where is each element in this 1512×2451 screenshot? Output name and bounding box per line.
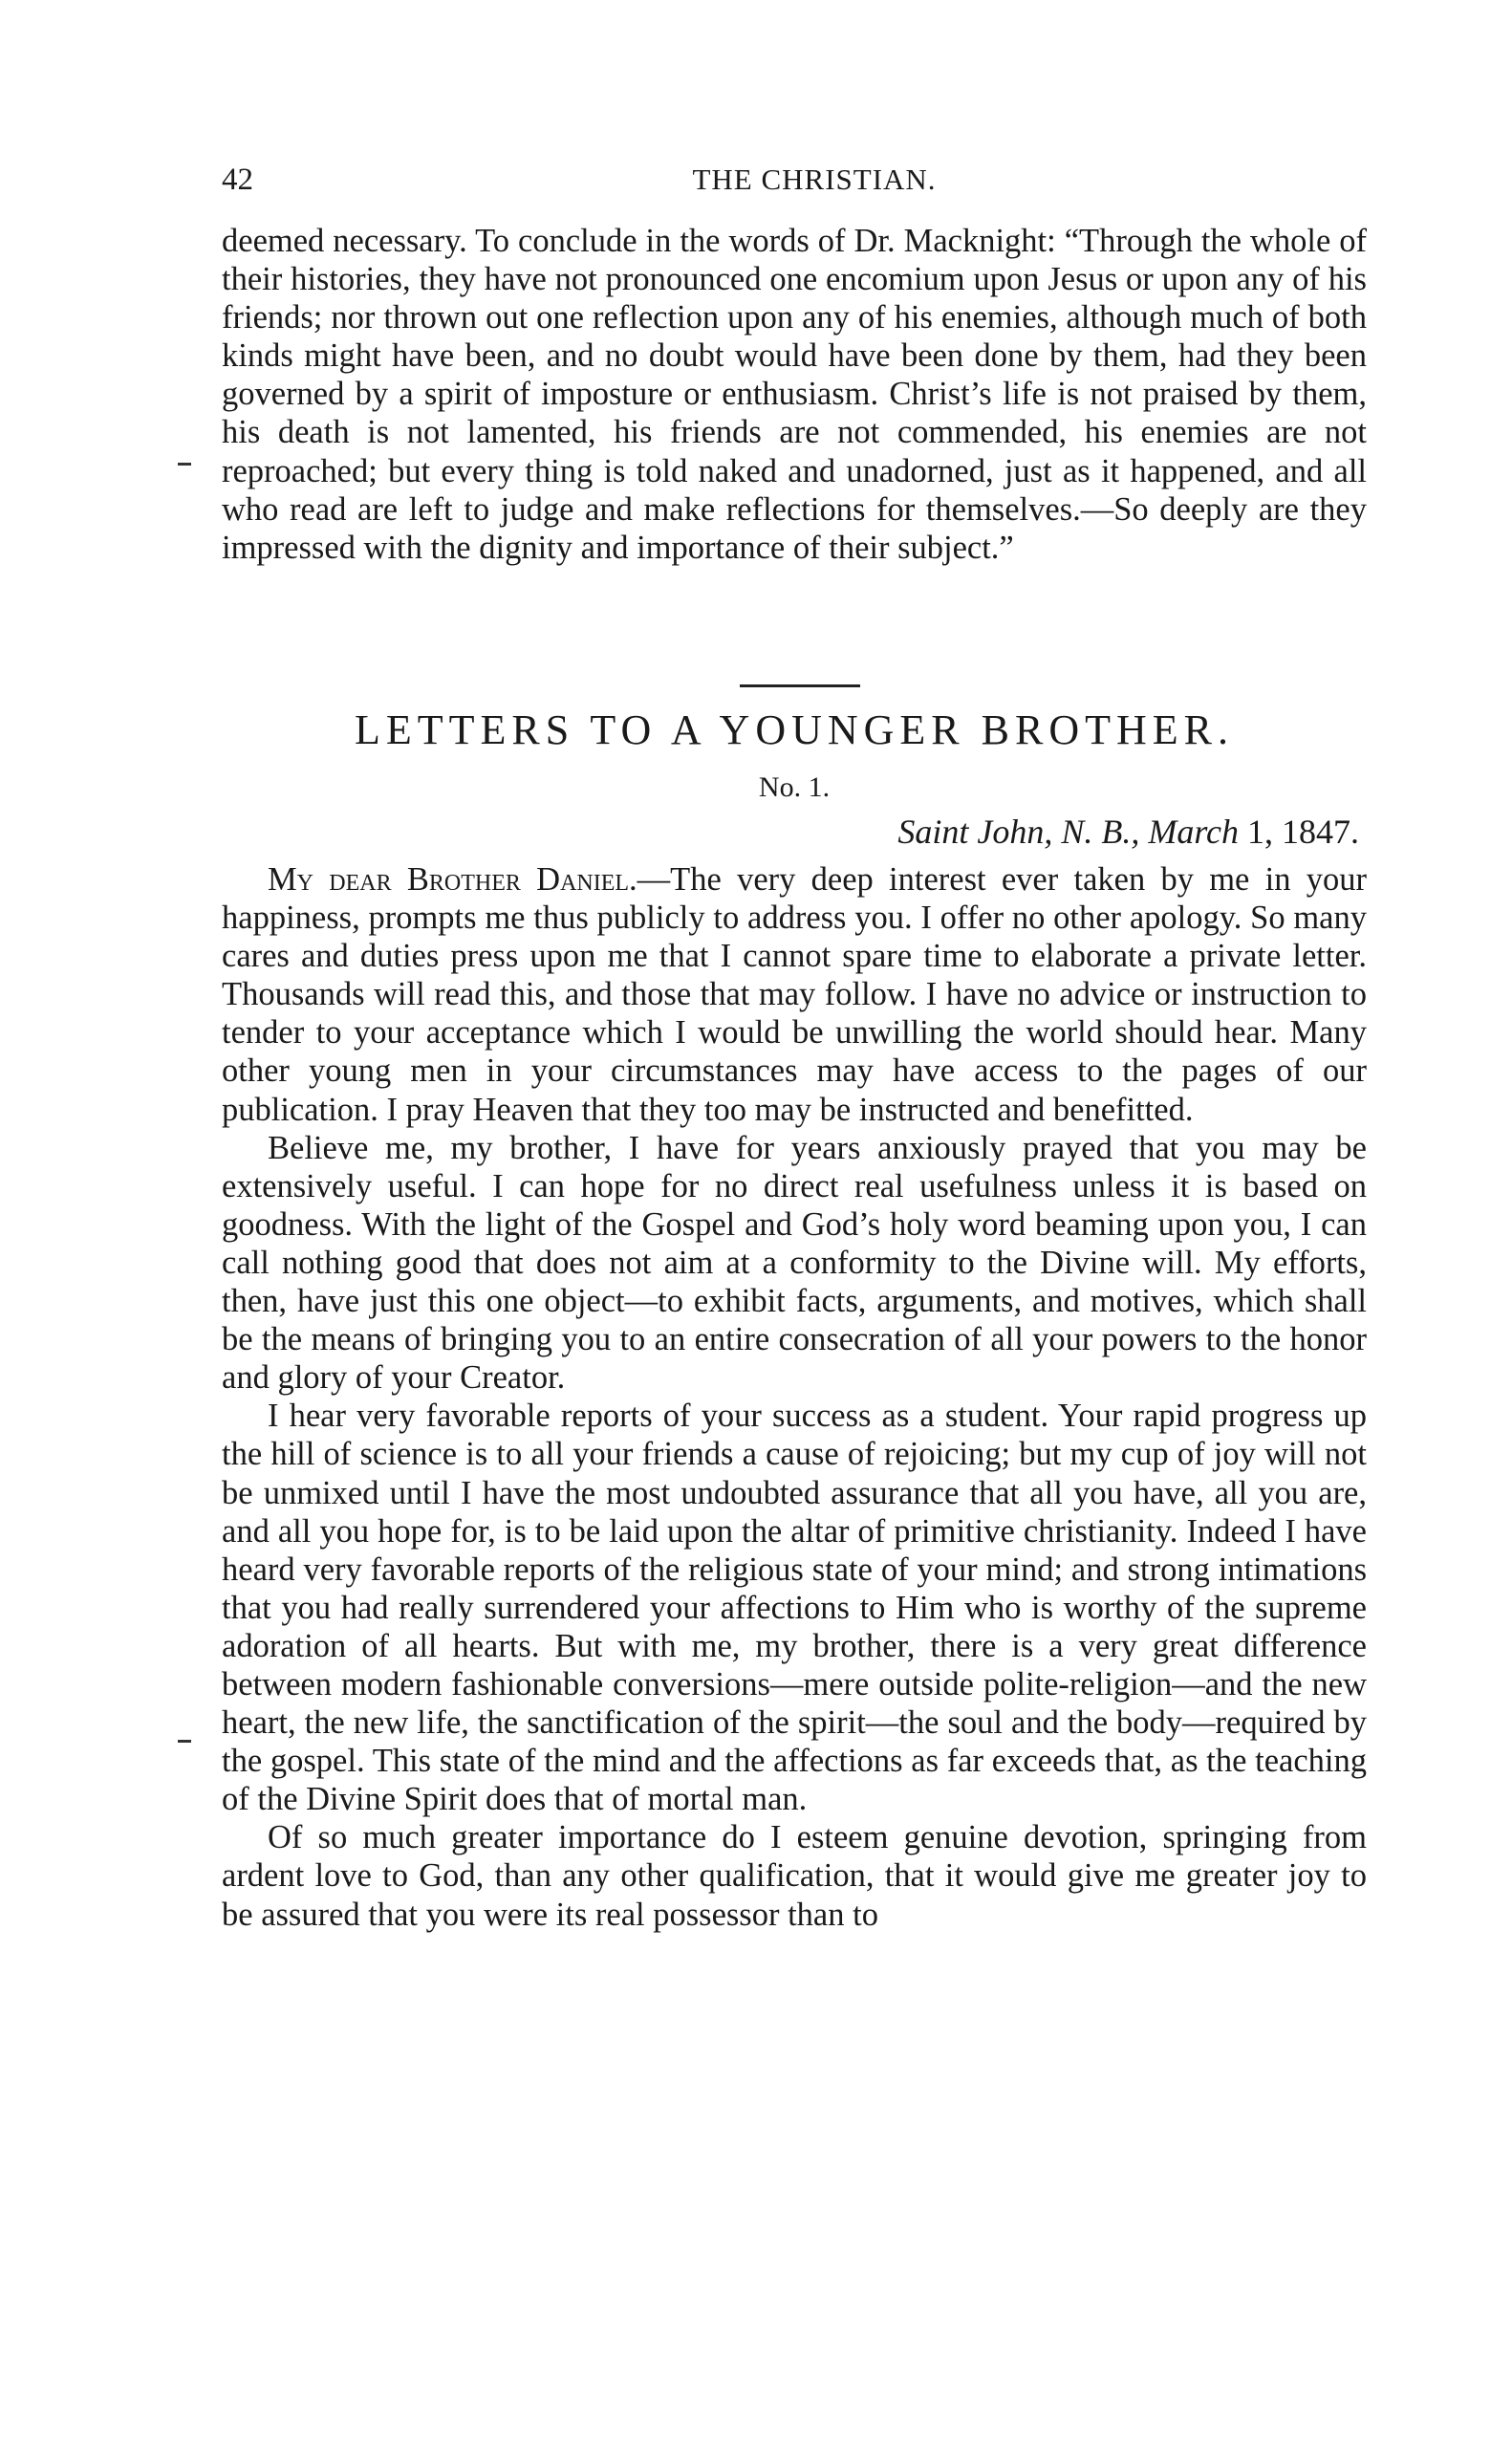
page-header xyxy=(222,161,1369,208)
letter-paragraph xyxy=(222,860,1367,1129)
salutation: My dear Brother Daniel. xyxy=(268,861,637,898)
continuation-block xyxy=(222,222,1367,567)
letter-body xyxy=(222,860,1367,1934)
letter-paragraph: Of so much greater importance do I esteem genuine devotion, springing from ardent love to God, than any other qualification, that it would give me greater joy to be assured that you were its real possessor than to xyxy=(222,1819,1367,1933)
margin-mark xyxy=(178,463,191,466)
margin-mark xyxy=(178,1740,191,1743)
dateline-date: 1, 1847. xyxy=(1247,813,1359,851)
letter-paragraph: Believe me, my brother, I have for years anxiously prayed that you may be extensively useful. I can hope for no direct real usefulness unless it is based on goodness. With the light of the Gospel and God’s holy word beaming upon you, I can call nothing good that does not aim at a conformity to the Divine will. My efforts, then, have just this one object—to exhibit facts, arguments, and motives, which shall be the means of bringing you to an entire consecration of all your powers to the honor and glory of your Creator. xyxy=(222,1129,1367,1397)
dateline-place: Saint John, N. B., March xyxy=(897,813,1239,851)
running-title: THE CHRISTIAN. xyxy=(692,163,937,196)
section-title: LETTERS TO A YOUNGER BROTHER. xyxy=(354,706,1234,753)
continuation-paragraph: deemed necessary. To conclude in the words of Dr. Macknight: “Through the whole of their histories, they have not pronounced one encomium upon Jesus or upon any of his friends; nor thrown out one reflection upon any of his enemies, although much of both kinds might have been, and no doubt would have been done by them, had they been governed by a spirit of imposture or enthusiasm. Christ’s life is not praised by them, his death is not lamented, his friends are not commended, his enemies are not reproached; but every thing is told naked and unadorned, just as it happened, and all who read are left to judge and make reflections for themselves.—So deeply are they impressed with the dignity and importance of their subject.” xyxy=(222,223,1367,566)
page-number: 42 xyxy=(222,163,253,197)
letter-paragraph-text: —The very deep interest ever taken by me in your happiness, prompts me thus publicly to address you. I offer no other apology. So many cares and duties press upon me that I cannot spare time to elaborate a private letter. Thousands will read this, and those that may follow. I have no advice or instruction to tender to your acceptance which I would be unwilling the world should hear. Many other young men in your circumstances may have access to the pages of our publication. I pray Heaven that they too may be instructed and benefitted. xyxy=(222,861,1367,1128)
section-divider xyxy=(740,684,860,687)
letter-number: No. 1. xyxy=(758,771,831,803)
letter-paragraph: I hear very favorable reports of your success as a student. Your rapid progress up the hill of science is to all your friends a cause of rejoicing; but my cup of joy will not be unmixed until I have the most undoubted assurance that all you have, all you are, and all you hope for, is to be laid upon the altar of primitive christianity. Indeed I have heard very favorable reports of the religious state of your mind; and strong intimations that you had really surrendered your affections to Him who is worthy of the supreme adoration of all hearts. But with me, my brother, there is a very great difference between modern fashionable conversions—mere outside polite-religion—and the new heart, the new life, the sanctification of the spirit—the soul and the body—required by the gospel. This state of the mind and the affections as far exceeds that, as the teaching of the Divine Spirit does that of mortal man. xyxy=(222,1398,1367,1818)
dateline xyxy=(222,811,1359,853)
